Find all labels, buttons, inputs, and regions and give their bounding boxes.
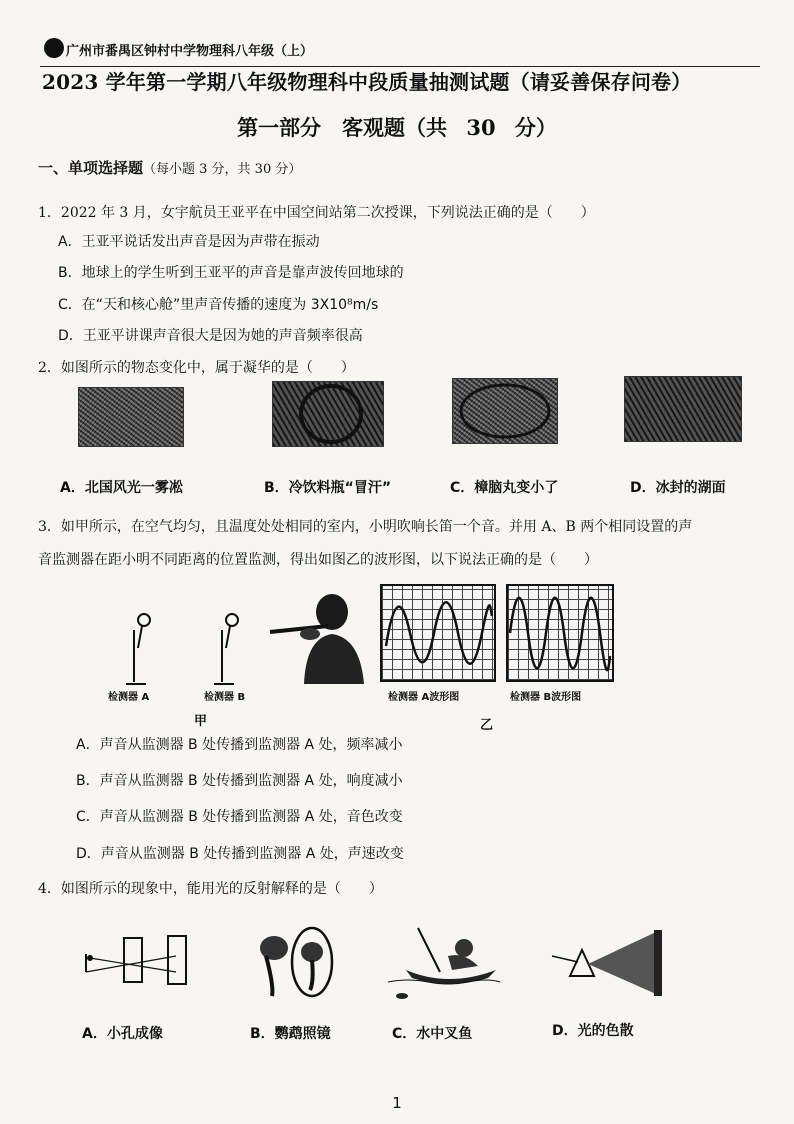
pinhole-imaging-icon [80, 932, 190, 992]
q3-option-b: B．声音从监测器 B 处传播到监测器 A 处，响度减小 [76, 773, 403, 789]
section-heading-text: 一、单项选择题 [38, 159, 144, 177]
part-title: 第一部分 客观题（共 30 分） [237, 115, 557, 140]
q3-stem-line1: 3．如甲所示，在空气均匀，且温度处处相同的室内，小明吹响长笛一个音。并用 A、B 两个相同设置的声 [38, 519, 693, 535]
q3-option-a: A．声音从监测器 B 处传播到监测器 A 处，频率减小 [76, 737, 403, 753]
exam-title: 2023 学年第一学期八年级物理科中段质量抽测试题（请妥善保存问卷） [42, 70, 692, 94]
q1-option-d: D．王亚平讲课声音很大是因为她的声音频率很高 [58, 328, 363, 344]
bottle-outline-icon [273, 382, 383, 446]
q1-option-a: A．王亚平说话发出声音是因为声带在振动 [58, 234, 320, 250]
section-heading [38, 157, 301, 178]
q3-option-d: D．声音从监测器 B 处传播到监测器 A 处，声速改变 [76, 846, 404, 862]
rime-photo [78, 387, 184, 447]
detector-b-label: 检测器 B [204, 692, 246, 703]
figure-jia-label: 甲 [194, 714, 208, 729]
q2-caption-a: A．北国风光一雾凇 [60, 480, 183, 496]
waveform-a-label: 检测器 A波形图 [388, 692, 460, 703]
frozen-lake-photo [624, 376, 742, 442]
q3-stem-line2: 音监测器在距小明不同距离的位置监测，得出如图乙的波形图，以下说法正确的是（ ） [38, 552, 598, 568]
page-number: 1 [392, 1094, 402, 1112]
q1-option-b: B．地球上的学生听到王亚平的声音是靠声波传回地球的 [58, 265, 404, 281]
q4-stem: 4．如图所示的现象中，能用光的反射解释的是（ ） [38, 881, 383, 897]
waveform-b-trace [508, 586, 612, 680]
spear-fishing-icon [388, 926, 500, 1002]
q2-stem: 2．如图所示的物态变化中，属于凝华的是（ ） [38, 360, 355, 376]
q1-option-c: C．在“天和核心舱”里声音传播的速度为 3X10⁸m/s [58, 297, 379, 313]
figure-yi-label: 乙 [480, 718, 494, 733]
camphor-plate-icon [453, 379, 557, 443]
parrot-mirror-icon [252, 926, 336, 998]
detector-a-label: 检测器 A [108, 692, 150, 703]
q4-caption-c: C．水中叉鱼 [392, 1026, 473, 1042]
detector-b-icon [208, 608, 248, 688]
camphor-ball-photo [452, 378, 558, 444]
q4-caption-a: A．小孔成像 [82, 1026, 163, 1042]
waveform-b-chart [506, 584, 614, 682]
school-logo-icon [44, 38, 64, 58]
q4-caption-b: B．鹦鹉照镜 [250, 1026, 331, 1042]
light-dispersion-icon [552, 926, 668, 1002]
waveform-b-label: 检测器 B波形图 [510, 692, 582, 703]
q3-option-c: C．声音从监测器 B 处传播到监测器 A 处，音色改变 [76, 809, 403, 825]
q4-caption-d: D．光的色散 [552, 1023, 634, 1039]
q2-caption-c: C．樟脑丸变小了 [450, 480, 559, 496]
q2-caption-b: B．冷饮料瓶“冒汗” [264, 480, 392, 496]
detector-a-icon [120, 608, 160, 688]
section-note: （每小题 3 分，共 30 分） [143, 162, 302, 177]
waveform-a-chart [380, 584, 496, 682]
q2-caption-d: D．冰封的湖面 [630, 480, 726, 496]
cold-bottle-photo [272, 381, 384, 447]
q1-stem: 1．2022 年 3 月，女宇航员王亚平在中国空间站第二次授课，下列说法正确的是（ ） [38, 205, 595, 221]
school-header: 广州市番禺区钟村中学物理科八年级（上） [66, 44, 314, 59]
waveform-a-trace [382, 586, 494, 680]
flute-player-icon [270, 592, 370, 684]
